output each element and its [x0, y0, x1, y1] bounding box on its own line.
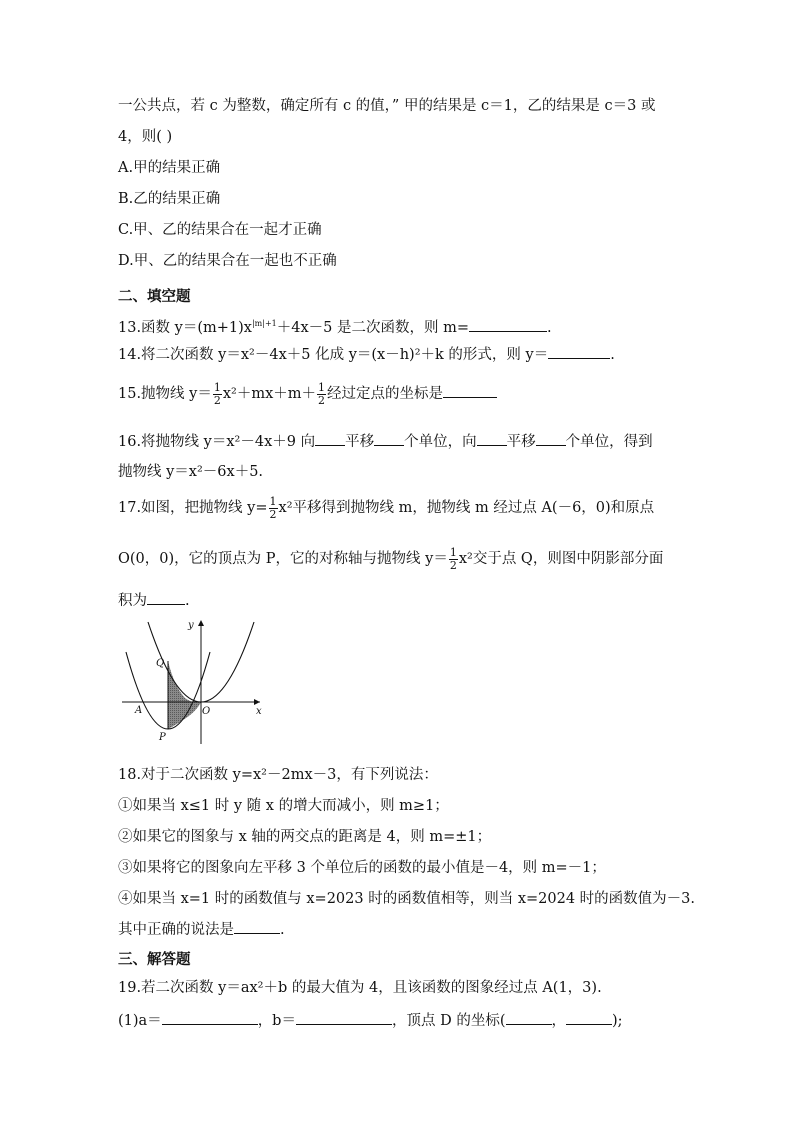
- label-x: x: [256, 706, 262, 717]
- q17-text-a: 17.如图，把抛物线 y=: [118, 500, 268, 516]
- q13-exponent: |m|+1: [251, 319, 277, 328]
- q15-text-a: 15.抛物线 y＝: [118, 386, 212, 402]
- q17-frac2-num: 1: [449, 545, 457, 559]
- q15-answer-blank[interactable]: [443, 383, 497, 398]
- q16-text-e: 个单位，得到: [565, 434, 653, 450]
- q16-blank-3[interactable]: [477, 431, 507, 446]
- q14-end: .: [610, 347, 615, 363]
- q17-text-d: x²交于点 Q，则图中阴影部分面: [458, 551, 664, 567]
- q12-line-1: 一公共点，若 c 为整数，确定所有 c 的值，” 甲的结果是 c＝1，乙的结果是 c＝3 或: [118, 98, 656, 114]
- q18-answer-blank[interactable]: [234, 919, 280, 934]
- q12-line-2: 4，则( ): [118, 129, 173, 145]
- q19-p5: );: [612, 1013, 623, 1029]
- q18-conclusion-text: 其中正确的说法是: [118, 922, 234, 938]
- q19-p2: ，b＝: [257, 1013, 296, 1029]
- question-17-line-3: [118, 590, 190, 611]
- q17-frac1-num: 1: [269, 494, 277, 508]
- q17-frac2-den: 2: [449, 558, 457, 572]
- q12-option-c: C.甲、乙的结果合在一起才正确: [118, 222, 322, 238]
- q17-frac1-den: 2: [269, 507, 277, 521]
- q18-item-4: ④如果当 x=1 时的函数值与 x=2023 时的函数值相等，则当 x=2024 时的函数值为－3.: [118, 891, 695, 907]
- q15-frac2-den: 2: [318, 393, 326, 407]
- q19-blank-a[interactable]: [162, 1010, 258, 1025]
- question-15: [118, 380, 497, 408]
- q16-blank-1[interactable]: [315, 431, 345, 446]
- q17-end: .: [185, 593, 190, 609]
- question-13: [118, 317, 552, 338]
- q16-line-2: 抛物线 y＝x²－6x＋5.: [118, 464, 264, 480]
- q19-stem: 19.若二次函数 y＝ax²＋b 的最大值为 4，且该函数的图象经过点 A(1，3).: [118, 980, 602, 996]
- q18-end: .: [280, 922, 285, 938]
- q17-text-e: 积为: [118, 593, 147, 609]
- question-17-line-1: [118, 494, 654, 522]
- q16-blank-4[interactable]: [536, 431, 566, 446]
- q15-fraction-1: [213, 382, 222, 407]
- q16-text-c: 个单位，向: [404, 434, 477, 450]
- q14-text: 14.将二次函数 y＝x²－4x＋5 化成 y＝(x－h)²＋k 的形式，则 y＝: [118, 347, 549, 363]
- q18-item-1: ①如果当 x≤1 时 y 随 x 的增大而减小，则 m≥1；: [118, 798, 449, 814]
- q12-option-d: D.甲、乙的结果合在一起也不正确: [118, 253, 337, 269]
- q16-text-d: 平移: [506, 434, 536, 450]
- q12-option-a: A.甲的结果正确: [118, 160, 221, 176]
- q18-item-3: ③如果将它的图象向左平移 3 个单位后的函数的最小值是－4，则 m=－1；: [118, 860, 606, 876]
- q15-fraction-2: [317, 382, 326, 407]
- label-p: P: [159, 732, 166, 743]
- q19-blank-dy[interactable]: [566, 1010, 612, 1025]
- q15-frac2-num: 1: [318, 380, 326, 394]
- q16-text-a: 16.将抛物线 y＝x²－4x＋9 向: [118, 434, 316, 450]
- q17-text-b: x²平移得到抛物线 m，抛物线 m 经过点 A(－6，0)和原点: [278, 500, 655, 516]
- parabola-figure: [118, 616, 268, 752]
- q19-part-1: [118, 1010, 623, 1031]
- q18-conclusion: [118, 919, 285, 940]
- question-17-line-2: [118, 545, 663, 573]
- q13-answer-blank[interactable]: [469, 317, 547, 332]
- q19-blank-b[interactable]: [296, 1010, 392, 1025]
- q16-text-b: 平移: [345, 434, 375, 450]
- q13-end: .: [547, 320, 552, 336]
- label-o: O: [202, 706, 211, 717]
- q15-frac1-num: 1: [213, 380, 221, 394]
- label-a: A: [135, 705, 143, 716]
- q19-p4: ，: [551, 1013, 566, 1029]
- q15-text-b: x²＋mx＋m＋: [222, 386, 317, 402]
- section-fill-heading: 二、填空题: [118, 289, 191, 305]
- q16-blank-2[interactable]: [374, 431, 404, 446]
- question-16: [118, 431, 653, 452]
- q18-item-2: ②如果它的图象与 x 轴的两交点的距离是 4，则 m=±1；: [118, 829, 492, 845]
- q17-text-c: O(0，0)，它的顶点为 P，它的对称轴与抛物线 y＝: [118, 551, 448, 567]
- q14-answer-blank[interactable]: [548, 344, 610, 359]
- q15-text-c: 经过定点的坐标是: [327, 386, 444, 402]
- question-14: [118, 344, 615, 365]
- q18-stem: 18.对于二次函数 y=x²－2mx－3，有下列说法：: [118, 767, 438, 783]
- q17-fraction-1: [269, 496, 278, 521]
- q17-fraction-2: [449, 547, 458, 572]
- q19-p3: ，顶点 D 的坐标(: [391, 1013, 506, 1029]
- q19-p1: (1)a＝: [118, 1013, 162, 1029]
- q13-text-b: ＋4x－5 是二次函数，则 m=: [276, 320, 470, 336]
- parabola-figure-svg: [118, 616, 268, 748]
- q15-frac1-den: 2: [213, 393, 221, 407]
- x-axis-arrow: [254, 699, 260, 705]
- q13-text-a: 13.函数 y＝(m+1)x: [118, 320, 252, 336]
- section-answer-heading: 三、解答题: [118, 952, 191, 968]
- q17-answer-blank[interactable]: [147, 590, 185, 605]
- y-axis-arrow: [198, 620, 204, 626]
- label-y: y: [188, 620, 194, 631]
- q19-blank-dx[interactable]: [506, 1010, 552, 1025]
- q12-option-b: B.乙的结果正确: [118, 191, 221, 207]
- label-q: Q: [156, 658, 165, 669]
